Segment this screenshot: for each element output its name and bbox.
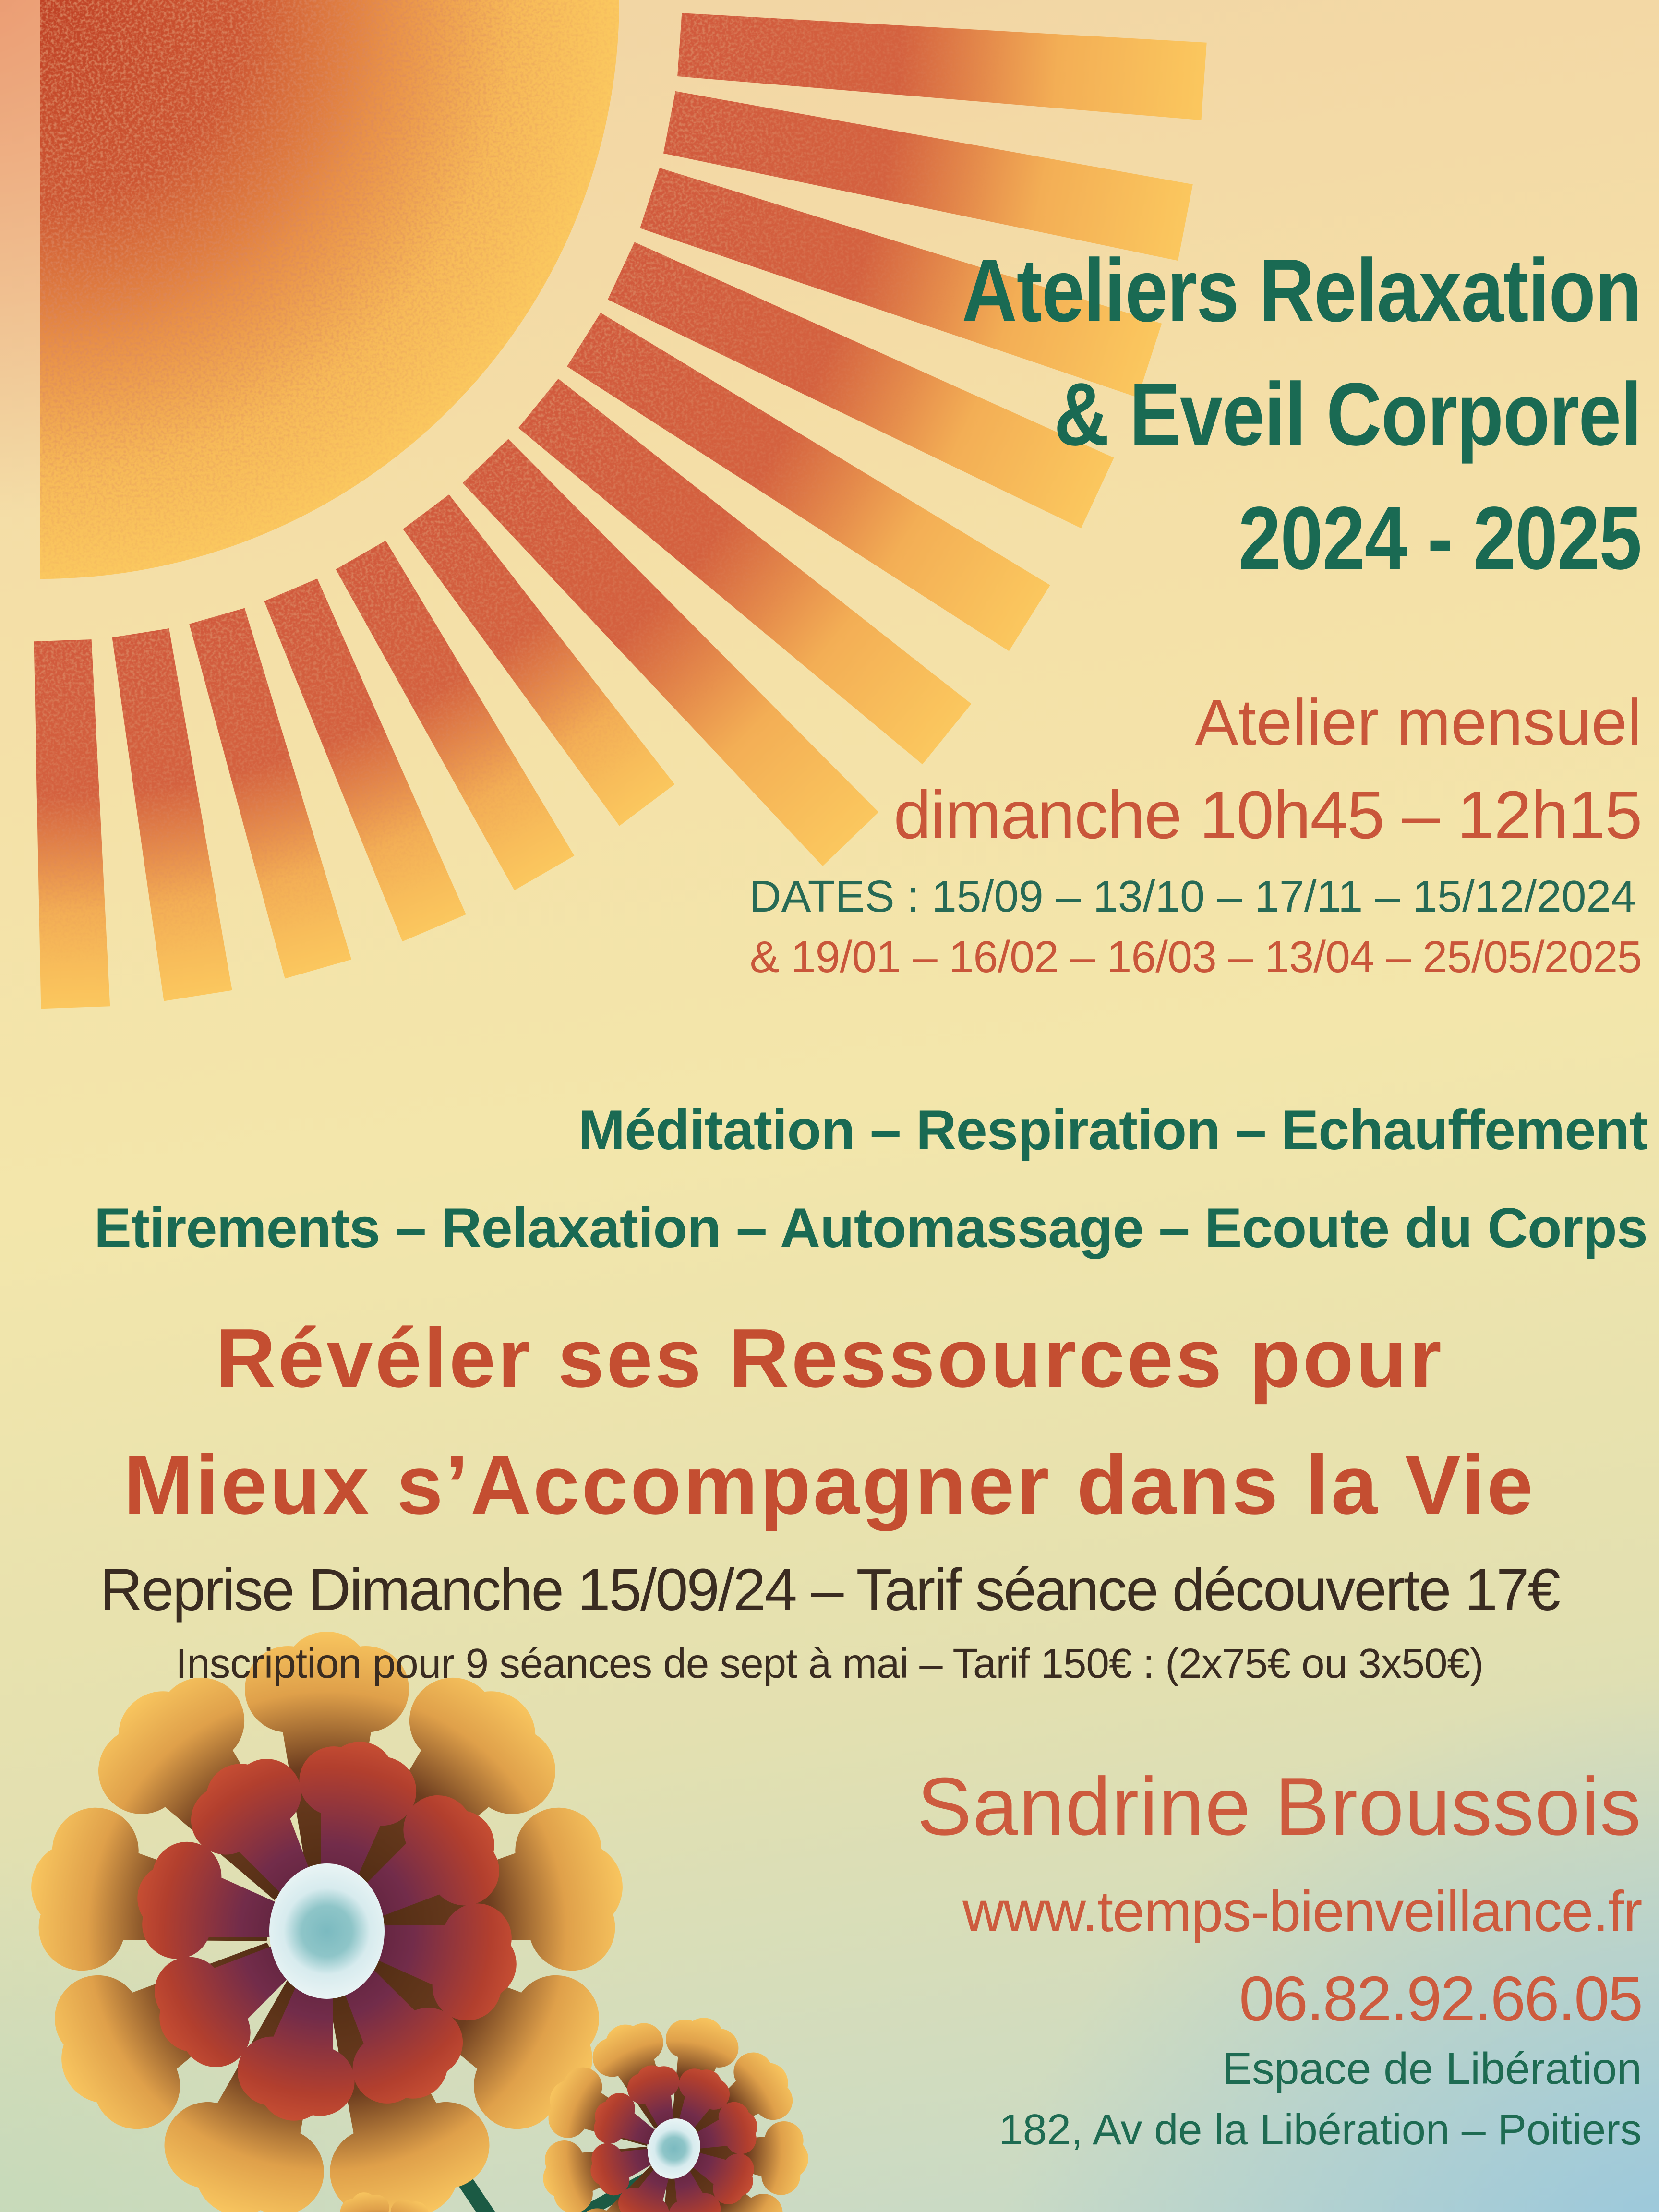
poster-title-line2: & Eveil Corporel: [1054, 366, 1642, 465]
schedule-frequency: Atelier mensuel: [1195, 685, 1642, 759]
tagline-line1: Révéler ses Ressources pour: [215, 1312, 1444, 1406]
activities-list: [94, 1083, 1647, 1279]
contact-phone: 06.82.92.66.05: [1239, 1964, 1642, 2035]
poster-title: [962, 230, 1642, 602]
tagline-line2: Mieux s’Accompagner dans la Vie: [123, 1439, 1536, 1532]
activities-line1: Méditation – Respiration – Echauffement: [578, 1100, 1647, 1162]
schedule-time: dimanche 10h45 – 12h15: [893, 776, 1642, 853]
contact-website: www.temps-bienveillance.fr: [962, 1881, 1642, 1944]
flower-large-icon: [18, 1632, 636, 2212]
pricing-discovery: Reprise Dimanche 15/09/24 – Tarif séance découverte 17€: [100, 1557, 1559, 1623]
schedule-dates-2024: DATES : 15/09 – 13/10 – 17/11 – 15/12/2024: [749, 871, 1636, 922]
poster-title-line1: Ateliers Relaxation: [962, 242, 1642, 341]
contact-name: Sandrine Broussois: [917, 1761, 1642, 1853]
poster-title-line3: 2024 - 2025: [1238, 490, 1642, 589]
tagline: [0, 1296, 1659, 1550]
schedule-dates-2025: & 19/01 – 16/02 – 16/03 – 13/04 – 25/05/2025: [749, 932, 1642, 982]
activities-line2: Etirements – Relaxation – Automassage – Ecoute du Corps: [94, 1198, 1647, 1260]
contact-venue: Espace de Libération: [1222, 2044, 1642, 2094]
contact-address: 182, Av de la Libération – Poitiers: [998, 2107, 1642, 2154]
pricing-subscription: Inscription pour 9 séances de sept à mai – Tarif 150€ : (2x75€ ou 3x50€): [175, 1642, 1484, 1688]
